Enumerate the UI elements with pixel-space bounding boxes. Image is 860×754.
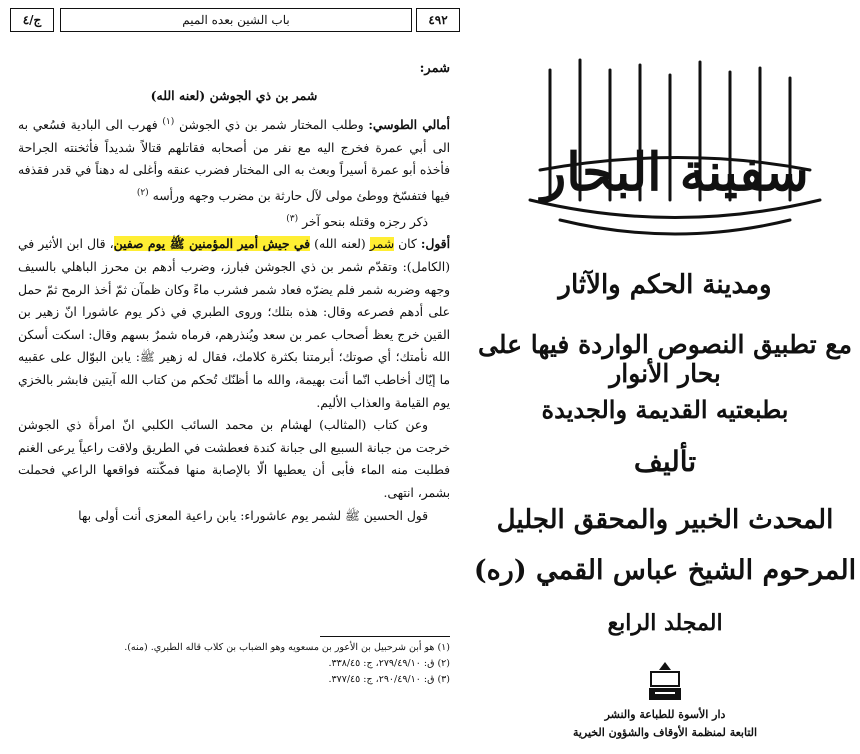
highlight-siffin: في جيش أمير المؤمنين ﷺ يوم صفين xyxy=(113,236,311,252)
calligraphy-art xyxy=(510,50,840,250)
footnote-ref-3: (٣) xyxy=(286,213,299,224)
para1-text-b: فهرب الى البادية فسُعي به الى أبي عمرة فخرج اليه مع نفر من أصحابه فقاتلهم قتالاً شديداً فأثخنته الجراحة فأخذه أبو عمرة أسيراً وبعث به الى المختار فضرب عنقه وأغلى له دهناً في قدر فقذفه فيها فتفسّخ ووطئ مولى لآل حارثة بن مضرب وجهه ورأسه xyxy=(18,118,450,204)
cover-title-text: سفينة البحار xyxy=(541,142,809,203)
left-page xyxy=(10,8,460,748)
footnote-divider xyxy=(320,636,450,637)
para3-mid: (لعنه الله) xyxy=(314,237,366,252)
cover-line-6: المرحوم الشيخ عباس القمي (ره) xyxy=(473,555,857,586)
body-text xyxy=(18,58,450,527)
publisher-logo-icon xyxy=(645,660,685,704)
footnote-3: (٣) ق: ٢٩٠/٤٩/١٠، ج: ٣٧٧/٤٥. xyxy=(328,674,450,685)
paragraph-5: قول الحسين ﷺ لشمر يوم عاشوراء: يابن راعية المعزى أنت أولى بها xyxy=(78,508,428,523)
footnote-ref-1: (١) xyxy=(162,117,175,128)
paragraph-4: وعن كتاب (المثالب) لهشام بن محمد السائب الكلبي انّ امرأة ذي الجوشن خرجت من جبانة السبيع الى جبانة كندة فعطشت في الطريق ولاقت راعياً يرعى الغنم فطلبت منه الماء فأبى أن يعطيها الّا بالإصابة منها فمكّنته فواقعها الراعي فحملت بشمر، انتهى. xyxy=(18,418,450,500)
cover-line-4: تأليف xyxy=(633,445,697,478)
footnote-2: (٢) ق: ٢٧٩/٤٩/١٠، ج: ٣٣٨/٤٥. xyxy=(328,658,450,669)
publisher-name: دار الأسوة للطباعة والنشر xyxy=(604,708,726,721)
volume-label: ج/٤ xyxy=(10,8,54,32)
section-label: شمر: xyxy=(419,61,450,76)
cover-line-5: المحدث الخبير والمحقق الجليل xyxy=(496,505,834,535)
cover-line-2: مع تطبيق النصوص الواردة فيها على بحار الأنوار xyxy=(478,330,852,388)
para3-text-a: كان xyxy=(398,237,417,252)
calligraphy-title xyxy=(510,50,840,250)
chapter-title: باب الشين بعده الميم xyxy=(60,8,412,32)
footnote-1: (١) هو أبن شرحبيل بن الأعور بن مسعويه وهو الضباب بن كلاب قاله الطبري. (منه). xyxy=(124,642,450,653)
para1-text-a: وطلب المختار شمر بن ذي الجوشن xyxy=(179,118,364,133)
page-header xyxy=(10,8,460,36)
paragraph-1 xyxy=(18,111,450,208)
cover-line-3: بطبعتيه القديمة والجديدة xyxy=(541,395,789,424)
cover-volume: المجلد الرابع xyxy=(607,610,723,636)
highlight-shimr: شمر xyxy=(369,237,394,252)
paragraph-2 xyxy=(18,208,450,234)
publisher-affiliation: التابعة لمنظمة الأوقاف والشؤون الخيرية xyxy=(572,726,758,739)
aqul-label: أقول: xyxy=(420,236,450,252)
footnote-ref-2: (٢) xyxy=(136,188,149,199)
page-number: ٤٩٢ xyxy=(416,8,460,32)
cover-subtitle: ومدينة الحكم والآثار xyxy=(558,270,772,300)
source-label: أمالي الطوسي: xyxy=(368,117,450,133)
para3-text-b: ، قال ابن الأثير في (الكامل): وتقدّم شمر بن ذي الجوشن فبارز، وضرب أدهم بن محرز الباهلي بالسيف وجهه وضربه شمر فلم يضرّه فعاد شمر فشرب ماءً وكان ظمآن ثمّ أخذ الرمح ثمّ حمل على أدهم فصرعه وقال: هذه بتلك؛ وروى الطبري في ذكر يوم عاشورا انّ زهير بن القين خرج يعظ أصحاب عمر بن سعد ويُنذرهم، فرماه شمرٌ بسهم وقال: اسكت أسكن الله نأمتك؛ أي صوتك؛ أبرمتنا بكثرة كلامك، فقال له زهير ﷺ: يابن البوّال على عقبيه ما إيّاك أخاطب انّما أنت بهيمة، والله ما أظنّك تُحكم من كتاب الله آيتين فابشر بالخزي يوم القيامة والعذاب الأليم. xyxy=(18,237,450,410)
entry-title: شمر بن ذي الجوشن (لعنه الله) xyxy=(150,87,318,103)
paragraph-3 xyxy=(18,233,450,414)
footnotes xyxy=(18,640,450,688)
cover-page xyxy=(470,0,860,754)
para2-text: ذكر رجزه وقتله بنحو آخر xyxy=(302,214,428,229)
